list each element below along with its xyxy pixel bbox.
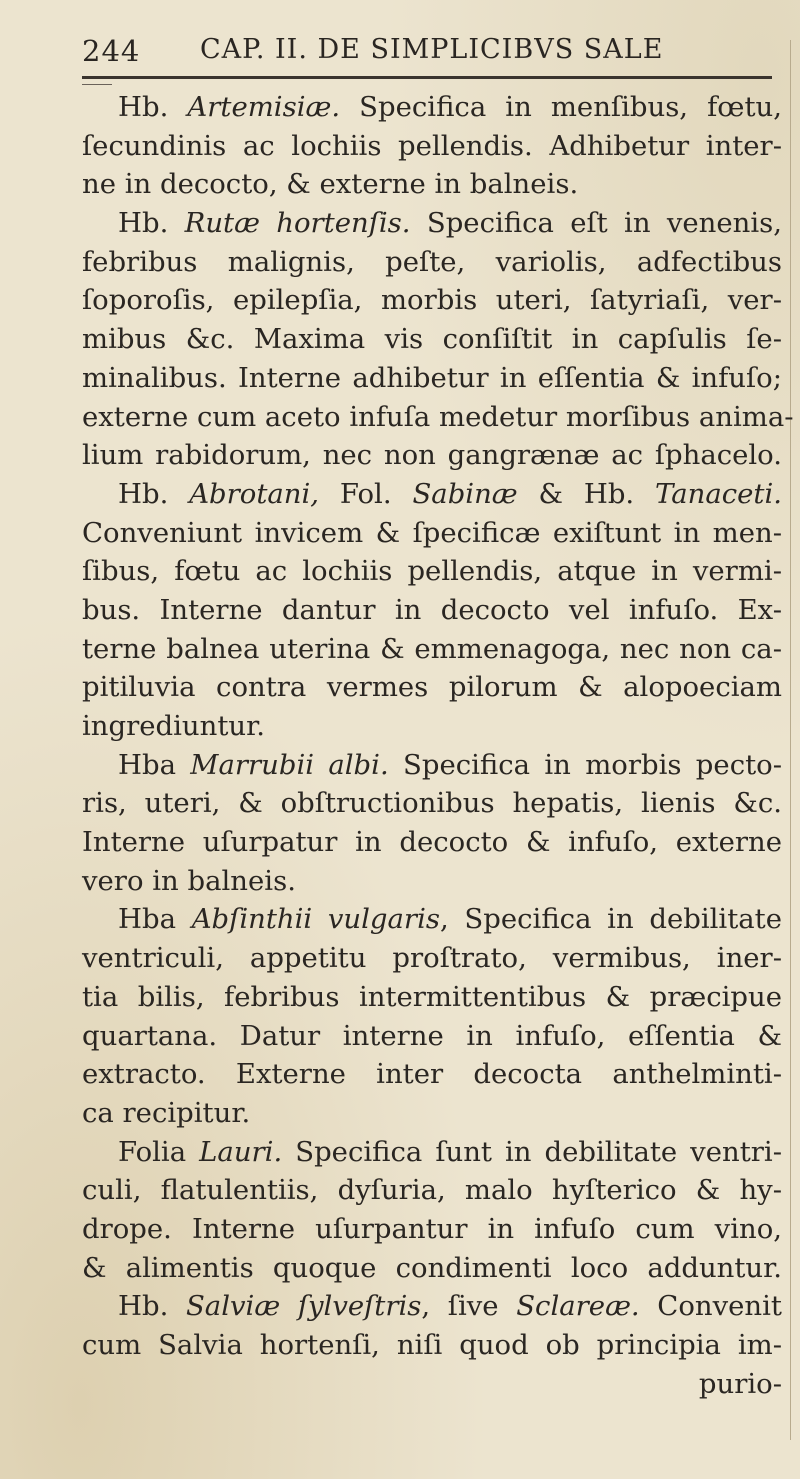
page-header <box>82 30 772 70</box>
text-run: lium rabidorum, nec non gangrænæ ac ſphacelo. <box>82 439 782 472</box>
text-run: Convenit <box>639 1290 782 1323</box>
text-run: Hb. <box>118 207 185 240</box>
text-run: Folia <box>118 1135 200 1168</box>
text-run: Hba <box>118 903 192 936</box>
text-run: ſecundinis ac lochiis pellendis. Adhibetur inter- <box>82 129 782 162</box>
text-run: Specifica eſt in venenis, <box>410 207 782 240</box>
italic-term: Abrotani, <box>189 477 320 510</box>
text-run: externe cum aceto infuſa medetur morſibus anima- <box>82 400 794 433</box>
text-line <box>82 939 782 978</box>
text-run: Hb. <box>118 477 190 510</box>
text-line <box>82 359 782 398</box>
text-line <box>82 1326 782 1365</box>
text-run: cum Salvia hortenſi, niſi quod ob principia im- <box>82 1329 782 1361</box>
text-run: ne in decocto, & externe in balneis. <box>82 168 579 201</box>
text-line <box>82 475 782 514</box>
text-run: & alimentis quoque condimenti loco adduntur. <box>82 1251 782 1284</box>
text-line <box>82 1133 782 1172</box>
page-edge <box>790 40 791 1440</box>
text-run: Hba <box>118 748 191 781</box>
italic-term: Sabinæ <box>412 477 518 510</box>
text-line <box>82 1171 782 1210</box>
header-rule <box>82 76 772 79</box>
text-line <box>82 978 782 1017</box>
text-run: mibus &c. Maxima vis conſiſtit in capſulis ſe- <box>82 323 782 356</box>
text-run: , ſive <box>421 1290 517 1323</box>
body-text <box>82 88 794 1403</box>
text-line <box>82 900 782 939</box>
text-run: Specifica ſunt in debilitate ventri- <box>282 1135 782 1168</box>
text-run: Specifica in morbis pecto- <box>388 748 782 781</box>
text-run: Hb. <box>118 91 188 123</box>
text-run: minalibus. Interne adhibetur in eſſentia & infuſo; <box>82 361 782 394</box>
italic-term: Salviæ ſylveſtris <box>185 1290 422 1323</box>
text-run: extracto. Externe inter decocta anthelminti- <box>82 1058 782 1091</box>
text-run: ſibus, fœtu ac lochiis pellendis, atque in vermi- <box>82 555 782 588</box>
text-line <box>82 668 782 707</box>
text-run: quartana. Datur interne in infuſo, eſſentia & <box>82 1019 782 1052</box>
text-line <box>82 281 782 320</box>
text-line <box>82 862 782 901</box>
text-line <box>82 1287 782 1326</box>
text-line <box>82 243 782 282</box>
text-run: Hb. <box>118 1290 186 1323</box>
text-line <box>82 127 782 166</box>
text-line <box>82 707 782 746</box>
italic-term: Tanaceti. <box>655 477 783 510</box>
text-line <box>82 591 782 630</box>
text-line <box>82 204 782 243</box>
text-run: terne balnea uterina & emmenagoga, nec non ca- <box>82 632 782 665</box>
text-run: drope. Interne uſurpantur in infuſo cum vino, <box>82 1212 782 1245</box>
text-line <box>82 1055 782 1094</box>
text-line <box>82 784 782 823</box>
header-rule-mark <box>82 84 112 85</box>
text-run: ca recipitur. <box>82 1096 251 1129</box>
text-run: Specifica in menſibus, fœtu, <box>340 91 782 123</box>
text-line <box>82 1249 782 1288</box>
text-run: pitiluvia contra vermes pilorum & alopoeciam <box>82 671 782 704</box>
text-line <box>82 1017 782 1056</box>
text-run: tia bilis, febribus intermittentibus & præcipue <box>82 980 782 1013</box>
text-run: ingrediuntur. <box>82 710 265 742</box>
text-run: & Hb. <box>517 477 656 510</box>
text-line <box>82 1210 782 1249</box>
text-line <box>82 823 782 862</box>
text-line <box>82 514 782 553</box>
page-number: 244 <box>82 34 141 68</box>
italic-term: Abſinthii vulgaris <box>191 903 440 936</box>
text-run: vero in balneis. <box>82 864 296 897</box>
text-line <box>82 436 782 475</box>
italic-term: Marrubii albi. <box>190 748 389 781</box>
text-line <box>82 1365 782 1404</box>
text-line <box>82 88 782 127</box>
text-line <box>82 630 782 669</box>
text-line <box>82 320 782 359</box>
italic-term: Rutæ hortenſis. <box>184 207 411 240</box>
text-run: ſoporoſis, epilepſia, morbis uteri, ſatyriaſi, ver- <box>82 284 782 317</box>
text-run: ventriculi, appetitu proſtrato, vermibus, iner- <box>82 942 782 975</box>
italic-term: Artemisiæ. <box>187 91 341 123</box>
text-run: purio- <box>698 1367 782 1400</box>
text-line <box>82 552 782 591</box>
running-title: CAP. II. DE SIMPLICIBVS SALE <box>200 34 664 65</box>
text-run: Interne uſurpatur in decocto & infuſo, externe <box>82 826 782 859</box>
text-run: culi, flatulentiis, dyſuria, malo hyſterico & hy- <box>82 1174 782 1207</box>
text-run: Fol. <box>319 477 413 510</box>
text-line <box>82 1094 782 1133</box>
italic-term: Sclareæ. <box>516 1290 640 1323</box>
text-run: ris, uteri, & obſtructionibus hepatis, lienis &c. <box>82 787 782 820</box>
text-run: , Specifica in debilitate <box>439 903 782 936</box>
text-line <box>82 165 782 204</box>
text-run: bus. Interne dantur in decocto vel infuſo. Ex- <box>82 593 782 626</box>
text-run: febribus malignis, peſte, variolis, adfectibus <box>82 245 782 278</box>
text-line <box>82 746 782 785</box>
text-run: Conveniunt invicem & ſpecificæ exiſtunt in men- <box>82 516 782 549</box>
italic-term: Lauri. <box>199 1135 283 1168</box>
text-line <box>82 398 794 437</box>
